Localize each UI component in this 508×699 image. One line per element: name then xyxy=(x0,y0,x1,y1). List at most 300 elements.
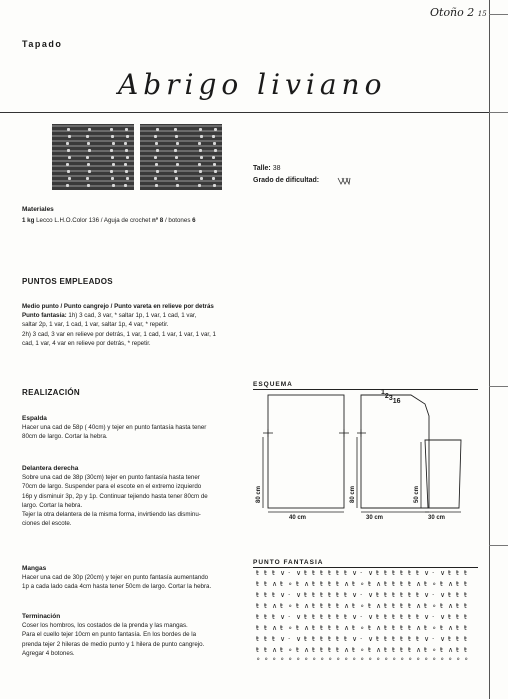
stitch-symbol: ŧ xyxy=(352,624,355,632)
stitch-symbol: ŧ xyxy=(256,624,259,632)
swatch-eyelet xyxy=(175,177,178,180)
chain-symbol: ∘ xyxy=(264,655,269,663)
stitch-symbol: ŧ xyxy=(256,580,259,588)
stitch-symbol: ŧ xyxy=(304,635,307,643)
stitch-symbol: ∨ xyxy=(296,591,302,599)
stitch-symbol: ŧ xyxy=(264,613,267,621)
swatch-texture-row xyxy=(140,155,222,157)
stitch-symbol: ∧ xyxy=(376,602,382,610)
stitch-symbol: ŧ xyxy=(344,635,347,643)
swatch-eyelet xyxy=(174,170,177,173)
stitch-symbol: ∧ xyxy=(344,580,350,588)
swatch-eyelet xyxy=(67,149,70,152)
swatch-eyelet xyxy=(200,135,203,138)
stitch-symbol: ŧ xyxy=(336,635,339,643)
swatch-texture-row xyxy=(140,165,222,167)
swatch-eyelet xyxy=(125,170,128,173)
stitch-symbol: ŧ xyxy=(448,635,451,643)
swatch-eyelet xyxy=(154,156,157,159)
stitch-symbol: ŧ xyxy=(400,591,403,599)
stitch-symbol: ŧ xyxy=(392,613,395,621)
swatch-texture-row xyxy=(52,185,134,187)
stitch-symbol: ∘ xyxy=(288,624,293,632)
stitch-symbol: ∧ xyxy=(448,624,454,632)
stitch-symbol: · xyxy=(432,569,435,577)
chain-symbol: ∘ xyxy=(272,655,277,663)
stitch-symbol: ŧ xyxy=(312,602,315,610)
stitch-symbol: ŧ xyxy=(464,580,467,588)
stitch-symbol: ∧ xyxy=(344,624,350,632)
grado-dificultad: Grado de dificultad: xyxy=(253,177,319,184)
stitch-symbol: ∨ xyxy=(280,569,286,577)
stitch-symbol: ∘ xyxy=(360,624,365,632)
swatch-eyelet xyxy=(154,135,157,138)
stitch-symbol: ∧ xyxy=(272,624,278,632)
chain-symbol: ∘ xyxy=(320,655,325,663)
stitch-symbol: ŧ xyxy=(352,602,355,610)
swatch-texture-row xyxy=(140,185,222,187)
page-edge-tick xyxy=(489,386,508,387)
stitch-symbol: ŧ xyxy=(416,591,419,599)
swatch-texture-row xyxy=(52,135,134,137)
swatch-eyelet xyxy=(214,149,217,152)
chain-symbol: ∘ xyxy=(344,655,349,663)
swatch-texture-row xyxy=(140,125,222,127)
stitch-symbol: ŧ xyxy=(296,646,299,654)
swatch-eyelet xyxy=(212,156,215,159)
esquema-diagram xyxy=(253,392,478,532)
esquema-rule xyxy=(253,389,478,390)
stitch-symbol: ŧ xyxy=(400,569,403,577)
stitch-symbol: ŧ xyxy=(440,646,443,654)
stitch-symbol: ∨ xyxy=(280,613,286,621)
swatch-eyelet xyxy=(112,163,115,166)
stitch-symbol: ŧ xyxy=(328,580,331,588)
stitch-symbol: ŧ xyxy=(456,591,459,599)
swatch-eyelet xyxy=(124,184,127,187)
stitch-symbol: ŧ xyxy=(320,580,323,588)
swatch-eyelet xyxy=(88,128,91,131)
stitch-symbol: ŧ xyxy=(312,624,315,632)
swatch-texture-row xyxy=(140,150,222,152)
swatch-eyelet xyxy=(174,128,177,131)
swatch-eyelet xyxy=(214,128,217,131)
swatch-eyelet xyxy=(66,163,69,166)
chain-symbol: ∘ xyxy=(392,655,397,663)
stitch-symbol: ∧ xyxy=(344,602,350,610)
swatch-eyelet xyxy=(126,156,129,159)
stitch-symbol: ŧ xyxy=(352,580,355,588)
punto-fantasia-label: PUNTO FANTASIA xyxy=(253,559,324,566)
chain-symbol: ∘ xyxy=(288,655,293,663)
chain-symbol: ∘ xyxy=(416,655,421,663)
swatch-eyelet xyxy=(86,177,89,180)
stitch-symbol: ∨ xyxy=(368,613,374,621)
stitch-symbol: ŧ xyxy=(328,624,331,632)
swatch-texture-row xyxy=(52,125,134,127)
page-edge-tick xyxy=(489,112,508,113)
stitch-symbol: ∨ xyxy=(296,569,302,577)
stitch-symbol: ŧ xyxy=(456,602,459,610)
swatch-eyelet xyxy=(88,149,91,152)
stitch-symbol: ŧ xyxy=(264,580,267,588)
stitch-symbol: ŧ xyxy=(400,635,403,643)
swatch-texture-row xyxy=(140,170,222,172)
stitch-symbol: ŧ xyxy=(408,591,411,599)
swatch-eyelet xyxy=(176,142,179,145)
swatch-eyelet xyxy=(86,135,89,138)
stitch-symbol: ŧ xyxy=(312,580,315,588)
stitch-symbol: · xyxy=(360,591,363,599)
swatch-eyelet xyxy=(126,135,129,138)
materiales-heading: Materiales xyxy=(22,206,54,213)
stitch-symbol: ŧ xyxy=(336,646,339,654)
stitch-symbol: ŧ xyxy=(328,635,331,643)
stitch-symbol: ∧ xyxy=(376,624,382,632)
chain-symbol: ∘ xyxy=(280,655,285,663)
stitch-symbol: ∧ xyxy=(304,646,310,654)
swatch-texture-row xyxy=(52,155,134,157)
stitch-symbol: ŧ xyxy=(312,635,315,643)
yarn-difficulty-icon xyxy=(337,176,351,185)
stitch-symbol: ŧ xyxy=(408,646,411,654)
stitch-symbol: ŧ xyxy=(384,635,387,643)
chain-symbol: ∘ xyxy=(296,655,301,663)
stitch-symbol: ŧ xyxy=(280,624,283,632)
swatch-texture-row xyxy=(140,180,222,182)
chain-symbol: ∘ xyxy=(336,655,341,663)
stitch-symbol: ŧ xyxy=(400,646,403,654)
stitch-symbol: ∨ xyxy=(440,613,446,621)
stitch-symbol: ŧ xyxy=(272,635,275,643)
swatch-eyelet xyxy=(156,170,159,173)
stitch-symbol: ŧ xyxy=(328,569,331,577)
stitch-symbol: ŧ xyxy=(312,646,315,654)
stitch-symbol: ŧ xyxy=(424,624,427,632)
puntos-heading: PUNTOS EMPLEADOS xyxy=(22,277,113,286)
stitch-symbol: ŧ xyxy=(272,591,275,599)
swatch-eyelet xyxy=(126,177,129,180)
stitch-symbol: ŧ xyxy=(328,602,331,610)
stitch-symbol: ŧ xyxy=(280,602,283,610)
stitch-symbol: ŧ xyxy=(296,602,299,610)
swatch-eyelet xyxy=(124,142,127,145)
stitch-symbol: ŧ xyxy=(328,646,331,654)
swatch-eyelet xyxy=(67,128,70,131)
stitch-symbol: ŧ xyxy=(312,591,315,599)
espalda-block: Espalda Hacer una cad de 58p ( 40cm) y tejer en punto fantasía hasta tener 80cm de largo. Cortar la hebra. xyxy=(22,415,207,441)
swatch-eyelet xyxy=(199,149,202,152)
stitch-symbol: ŧ xyxy=(280,646,283,654)
stitch-symbol: ŧ xyxy=(312,613,315,621)
swatch-eyelet xyxy=(87,142,90,145)
swatch-eyelet xyxy=(156,128,159,131)
swatch-eyelet xyxy=(124,163,127,166)
stitch-symbol: ∨ xyxy=(424,613,430,621)
swatch-eyelet xyxy=(110,149,113,152)
stitch-symbol: ŧ xyxy=(464,613,467,621)
stitch-symbol: ∧ xyxy=(376,580,382,588)
stitch-symbol: ŧ xyxy=(392,591,395,599)
stitch-symbol: ∨ xyxy=(352,591,358,599)
stitch-symbol: ŧ xyxy=(464,591,467,599)
stitch-symbol: ŧ xyxy=(384,569,387,577)
stitch-symbol: ∨ xyxy=(352,569,358,577)
stitch-symbol: ŧ xyxy=(320,602,323,610)
swatch-eyelet xyxy=(68,156,71,159)
page-header-mark: Otoño 2 15 xyxy=(430,6,487,19)
stitch-symbol: ŧ xyxy=(336,624,339,632)
stitch-symbol: ∘ xyxy=(432,624,437,632)
swatch-eyelet xyxy=(198,142,201,145)
front-height-label: 80 cm xyxy=(350,485,356,503)
stitch-symbol: ∧ xyxy=(416,580,422,588)
stitch-symbol: ŧ xyxy=(464,646,467,654)
stitch-symbol: ŧ xyxy=(392,646,395,654)
stitch-symbol: ŧ xyxy=(320,635,323,643)
swatch-eyelet xyxy=(212,177,215,180)
chain-symbol: ∘ xyxy=(400,655,405,663)
stitch-symbol: ∨ xyxy=(296,635,302,643)
stitch-symbol: ∨ xyxy=(440,569,446,577)
chain-symbol: ∘ xyxy=(360,655,365,663)
stitch-symbol: ∘ xyxy=(288,580,293,588)
stitch-symbol: ŧ xyxy=(336,602,339,610)
stitch-symbol: ŧ xyxy=(384,580,387,588)
swatch-eyelet xyxy=(66,184,69,187)
swatch-eyelet xyxy=(88,170,91,173)
swatch-eyelet xyxy=(86,156,89,159)
stitch-symbol: ŧ xyxy=(328,613,331,621)
swatch-eyelet xyxy=(125,128,128,131)
page-right-border xyxy=(489,0,490,699)
section-label: Tapado xyxy=(22,39,63,49)
stitch-symbol: ŧ xyxy=(368,646,371,654)
stitch-symbol: ŧ xyxy=(408,624,411,632)
back-height-label: 80 cm xyxy=(256,485,262,503)
swatch-eyelet xyxy=(110,128,113,131)
esquema-label: ESQUEMA xyxy=(253,381,293,388)
stitch-symbol: ∧ xyxy=(448,580,454,588)
swatch-texture-row xyxy=(52,150,134,152)
chain-symbol: ∘ xyxy=(328,655,333,663)
stitch-symbol: ŧ xyxy=(272,569,275,577)
stitch-symbol: ŧ xyxy=(384,624,387,632)
stitch-symbol: ŧ xyxy=(424,602,427,610)
stitch-symbol: ŧ xyxy=(256,591,259,599)
swatch-eyelet xyxy=(155,184,158,187)
chain-symbol: ∘ xyxy=(376,655,381,663)
stitch-symbol: ŧ xyxy=(256,646,259,654)
swatch-texture-row xyxy=(52,160,134,162)
chain-symbol: ∘ xyxy=(464,655,469,663)
terminacion-block: Terminación Coser los hombros, los costados de la prenda y las mangas. Para el cuello tejer 10cm en punto fantasía. En los bordes de la prenda tejer 2 hileras de medio punto y 1 hilera de punto cangrejo. Agregar 4 botones. xyxy=(22,613,205,657)
stitch-symbol: ŧ xyxy=(280,580,283,588)
stitch-symbol: ŧ xyxy=(392,602,395,610)
stitch-symbol: ŧ xyxy=(272,613,275,621)
stitch-symbol: ŧ xyxy=(376,613,379,621)
stitch-symbol: ∘ xyxy=(432,602,437,610)
stitch-symbol: ∘ xyxy=(360,646,365,654)
swatch-eyelet xyxy=(213,184,216,187)
stitch-symbol: ŧ xyxy=(448,569,451,577)
stitch-symbol: ŧ xyxy=(368,624,371,632)
swatch-texture-row xyxy=(52,180,134,182)
swatch-eyelet xyxy=(174,149,177,152)
stitch-symbol: ŧ xyxy=(352,646,355,654)
stitch-symbol: ŧ xyxy=(296,580,299,588)
stitch-symbol: ŧ xyxy=(448,591,451,599)
swatch-texture-row xyxy=(52,140,134,142)
stitch-symbol: ŧ xyxy=(400,613,403,621)
stitch-symbol: ŧ xyxy=(304,569,307,577)
mangas-block: Mangas Hacer una cad de 30p (20cm) y tejer en punto fantasía aumentando 1p a cada lado cada 4cm hasta tener 50cm de largo. Cortar la hebra. xyxy=(22,565,212,591)
stitch-symbol: ŧ xyxy=(392,635,395,643)
stitch-symbol: · xyxy=(360,635,363,643)
swatch-eyelet xyxy=(112,142,115,145)
swatch-photo-1 xyxy=(52,124,134,190)
stitch-symbol: ŧ xyxy=(320,591,323,599)
stitch-symbol: ŧ xyxy=(376,591,379,599)
stitch-symbol: ŧ xyxy=(408,613,411,621)
swatch-photo-2 xyxy=(140,124,222,190)
stitch-symbol: ŧ xyxy=(312,569,315,577)
swatch-texture-row xyxy=(52,175,134,177)
swatch-texture-row xyxy=(52,130,134,132)
stitch-symbol: ∨ xyxy=(368,635,374,643)
stitch-symbol: ŧ xyxy=(384,646,387,654)
stitch-symbol: · xyxy=(432,635,435,643)
stitch-symbol: ∘ xyxy=(360,602,365,610)
swatch-eyelet xyxy=(213,142,216,145)
stitch-symbol: ∧ xyxy=(272,580,278,588)
stitch-symbol: ∧ xyxy=(304,602,310,610)
swatch-eyelet xyxy=(213,163,216,166)
stitch-symbol: · xyxy=(288,613,291,621)
stitch-symbol: ∧ xyxy=(448,602,454,610)
stitch-symbol: ŧ xyxy=(464,602,467,610)
stitch-symbol: ∘ xyxy=(432,580,437,588)
stitch-symbol: ŧ xyxy=(304,591,307,599)
swatch-eyelet xyxy=(111,135,114,138)
swatch-eyelet xyxy=(176,184,179,187)
stitch-symbol: ŧ xyxy=(456,635,459,643)
swatch-eyelet xyxy=(199,128,202,131)
stitch-symbol: ŧ xyxy=(368,602,371,610)
swatch-eyelet xyxy=(68,177,71,180)
stitch-symbol: ∘ xyxy=(360,580,365,588)
swatch-eyelet xyxy=(200,156,203,159)
page-edge-tick xyxy=(489,14,508,15)
stitch-symbol: ∨ xyxy=(280,635,286,643)
stitch-symbol: ŧ xyxy=(400,624,403,632)
swatch-texture-row xyxy=(140,135,222,137)
swatch-eyelet xyxy=(125,149,128,152)
stitch-symbol: ∧ xyxy=(416,646,422,654)
stitch-symbol: ŧ xyxy=(464,624,467,632)
stitch-symbol: ∨ xyxy=(424,569,430,577)
stitch-symbol: ∘ xyxy=(288,646,293,654)
stitch-symbol: ŧ xyxy=(336,569,339,577)
page-title: Abrigo liviano xyxy=(118,68,387,101)
stitch-symbol: ∨ xyxy=(296,613,302,621)
swatch-texture-row xyxy=(52,165,134,167)
chain-symbol: ∘ xyxy=(432,655,437,663)
chain-symbol: ∘ xyxy=(448,655,453,663)
realizacion-heading: REALIZACIÓN xyxy=(22,388,80,397)
swatch-eyelet xyxy=(111,177,114,180)
stitch-symbol: ∧ xyxy=(304,624,310,632)
stitch-symbol: ŧ xyxy=(264,646,267,654)
stitch-symbol: ŧ xyxy=(456,624,459,632)
page-edge-tick xyxy=(489,545,508,546)
swatch-eyelet xyxy=(175,156,178,159)
chain-symbol: ∘ xyxy=(312,655,317,663)
stitch-symbol: ŧ xyxy=(384,602,387,610)
stitch-symbol: ŧ xyxy=(384,613,387,621)
stitch-symbol: ŧ xyxy=(344,591,347,599)
stitch-symbol: ŧ xyxy=(328,591,331,599)
stitch-symbol: ∨ xyxy=(352,613,358,621)
stitch-symbol: ŧ xyxy=(296,624,299,632)
stitch-symbol: ŧ xyxy=(448,613,451,621)
swatch-texture-row xyxy=(140,175,222,177)
stitch-symbol: ŧ xyxy=(336,613,339,621)
stitch-symbol: ŧ xyxy=(440,624,443,632)
stitch-symbol: ŧ xyxy=(408,635,411,643)
stitch-symbol: ∨ xyxy=(352,635,358,643)
stitch-symbol: ŧ xyxy=(408,602,411,610)
swatch-eyelet xyxy=(154,177,157,180)
stitch-symbol: ∧ xyxy=(448,646,454,654)
stitch-symbol: ∨ xyxy=(368,591,374,599)
stitch-symbol: ŧ xyxy=(320,569,323,577)
stitch-symbol: ∨ xyxy=(424,591,430,599)
stitch-symbol: ŧ xyxy=(456,569,459,577)
stitch-symbol: ŧ xyxy=(320,646,323,654)
swatch-eyelet xyxy=(212,135,215,138)
chain-symbol: ∘ xyxy=(352,655,357,663)
swatch-eyelet xyxy=(214,170,217,173)
stitch-symbol: ŧ xyxy=(256,569,259,577)
swatch-eyelet xyxy=(87,163,90,166)
stitch-symbol: ŧ xyxy=(464,569,467,577)
stitch-symbol: ∧ xyxy=(304,580,310,588)
stitch-symbol: ∨ xyxy=(368,569,374,577)
stitch-symbol: ∧ xyxy=(272,646,278,654)
stitch-symbol: ŧ xyxy=(400,580,403,588)
swatch-eyelet xyxy=(66,142,69,145)
swatch-eyelet xyxy=(110,170,113,173)
swatch-eyelet xyxy=(111,156,114,159)
stitch-symbol: ŧ xyxy=(408,569,411,577)
stitch-symbol: ŧ xyxy=(400,602,403,610)
stitch-symbol: ŧ xyxy=(304,613,307,621)
stitch-symbol: ŧ xyxy=(264,591,267,599)
swatch-texture-row xyxy=(52,170,134,172)
stitch-symbol: ∘ xyxy=(432,646,437,654)
stitch-symbol: ŧ xyxy=(456,580,459,588)
stitch-symbol: · xyxy=(360,613,363,621)
chain-symbol: ∘ xyxy=(256,655,261,663)
swatch-texture-row xyxy=(140,130,222,132)
stitch-symbol: · xyxy=(288,569,291,577)
swatch-eyelet xyxy=(156,149,159,152)
stitch-symbol: ∧ xyxy=(272,602,278,610)
chain-symbol: ∘ xyxy=(440,655,445,663)
chart-rule xyxy=(253,567,478,568)
stitch-symbol: ŧ xyxy=(416,635,419,643)
